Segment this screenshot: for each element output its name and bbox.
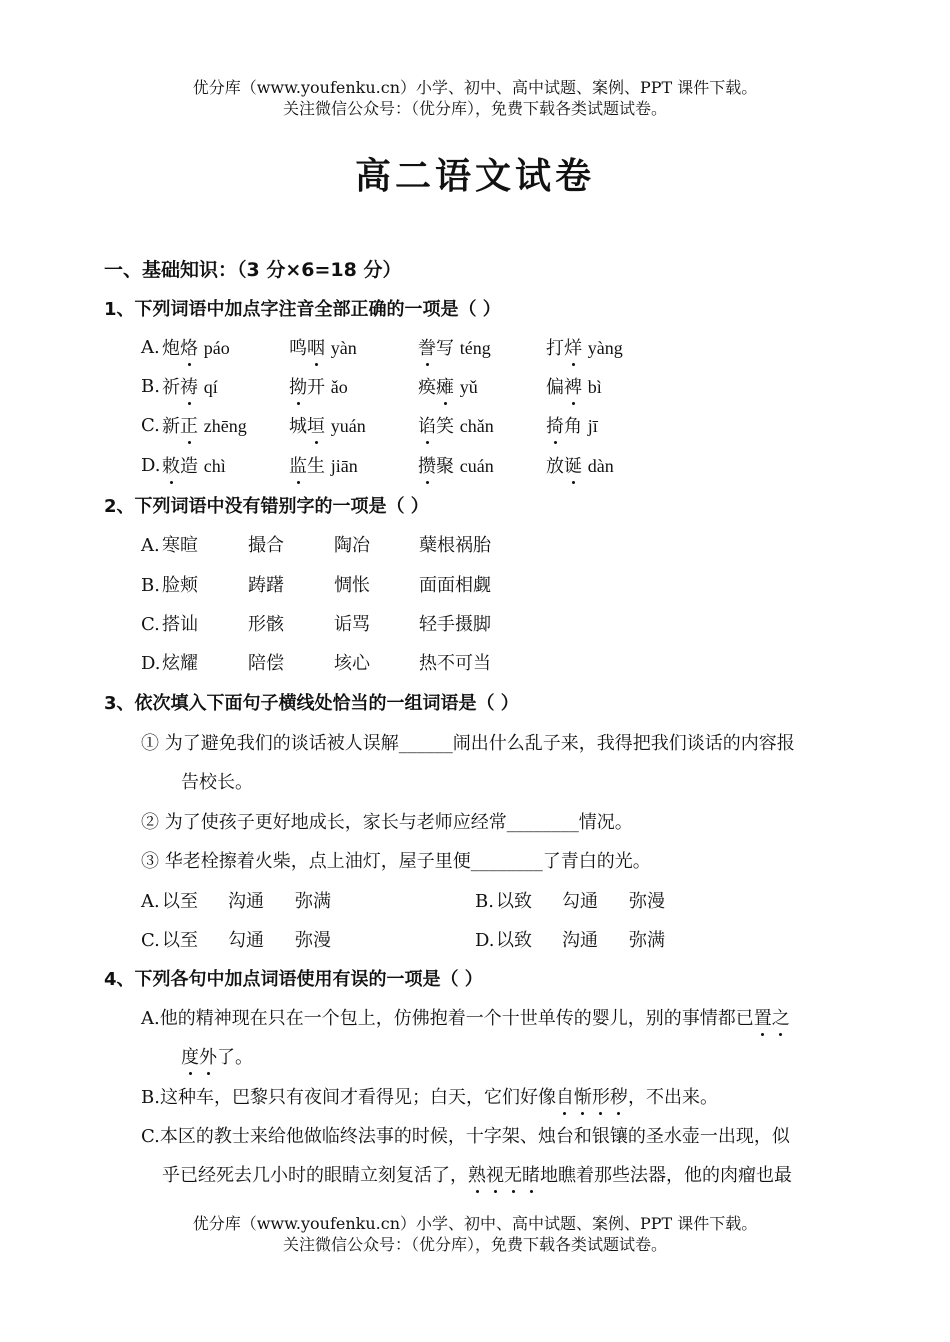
dotted-char: 拗 <box>289 377 307 398</box>
footer-line-2: 关注微信公众号：（优分库），免费下载各类试题试卷。 <box>282 1235 667 1254</box>
option-word: 诟骂 <box>334 614 370 635</box>
pinyin-item <box>418 336 491 361</box>
pinyin-item <box>289 336 357 361</box>
option-a-line-1: A.他的精神现在只在一个包上，仿佛抱着一个十世单传的婴儿，别的事情都已置之 <box>141 1008 790 1029</box>
word-char: 放 <box>546 456 564 477</box>
pinyin-item <box>418 375 478 400</box>
option-word: 陪偿 <box>248 653 284 674</box>
option-word: 弥漫 <box>295 930 331 951</box>
dotted-char: 垣 <box>307 416 325 437</box>
pinyin-item <box>289 414 366 439</box>
pinyin: yuán <box>330 416 366 436</box>
option-label: D. <box>141 455 161 476</box>
pinyin: téng <box>459 338 491 358</box>
sentence-3: ③ 华老栓擦着火柴，点上油灯，屋子里便________了青白的光。 <box>141 851 651 872</box>
option-word: 撮合 <box>248 535 284 556</box>
option-label: B. <box>141 376 160 397</box>
dotted-char: 置 <box>753 1008 772 1029</box>
option-word: 以至 <box>162 930 198 951</box>
dotted-char: 裨 <box>564 377 582 398</box>
dotted-char: 监 <box>289 456 307 477</box>
option-word: 以致 <box>496 891 532 912</box>
option-word: 面面相觑 <box>419 575 491 596</box>
option-word: 垓心 <box>334 653 370 674</box>
option-word: 搭讪 <box>162 614 198 635</box>
dotted-char: 咽 <box>307 338 325 359</box>
option-word: 弥满 <box>629 930 665 951</box>
pinyin: cuán <box>459 456 494 476</box>
option-word: 以致 <box>496 930 532 951</box>
pinyin-item <box>546 454 614 479</box>
pinyin: páo <box>203 338 230 358</box>
header-line-1: 优分库（www.youfenku.cn）小学、初中、高中试题、案例、PPT 课件下载。 <box>192 78 758 97</box>
pinyin: zhēng <box>203 416 247 436</box>
pinyin-item <box>162 414 247 439</box>
header-line-2: 关注微信公众号：（优分库），免费下载各类试题试卷。 <box>282 99 667 118</box>
word-char: 写 <box>436 338 454 359</box>
option-label: C. <box>141 415 160 436</box>
dotted-char: 誊 <box>418 338 436 359</box>
option-word: 沟通 <box>562 930 598 951</box>
section-heading: 一、基础知识：（3 分×6=18 分） <box>104 259 402 281</box>
word-char: 笑 <box>436 416 454 437</box>
dotted-char: 熟 <box>468 1165 486 1186</box>
word-char: 鸣 <box>289 338 307 359</box>
option-label: A. <box>141 535 160 556</box>
option-label: D. <box>141 653 161 674</box>
dotted-char: 无 <box>504 1165 522 1186</box>
option-c-line-1: C.本区的教士来给他做临终法事的时候，十字架、烛台和银镶的圣水壶一出现，似 <box>141 1126 790 1147</box>
option-label: D. <box>475 930 495 951</box>
option-label: C. <box>141 930 160 951</box>
pinyin-item <box>546 336 623 361</box>
pinyin: yǔ <box>459 377 478 397</box>
option-word: 勾通 <box>228 930 264 951</box>
dotted-char: 掎 <box>546 416 564 437</box>
footer-line-1: 优分库（www.youfenku.cn）小学、初中、高中试题、案例、PPT 课件下载。 <box>192 1214 758 1233</box>
word-char: 新 <box>162 416 180 437</box>
question-4-stem: 4、下列各句中加点词语使用有误的一项是（ ） <box>104 969 483 990</box>
dotted-char: 睹 <box>522 1165 540 1186</box>
word-char: 偏 <box>546 377 564 398</box>
word-char: 开 <box>307 377 325 398</box>
option-word: 惆怅 <box>334 575 370 596</box>
dotted-char: 烊 <box>564 338 582 359</box>
pinyin-item <box>289 454 358 479</box>
option-word: 沟通 <box>228 891 264 912</box>
dotted-char: 自 <box>555 1087 574 1108</box>
option-label: C. <box>141 614 160 635</box>
dotted-char: 谄 <box>418 416 436 437</box>
pinyin-item <box>546 414 598 439</box>
dotted-char: 正 <box>180 416 198 437</box>
pinyin-item <box>289 375 348 400</box>
option-word: 轻手摄脚 <box>419 614 491 635</box>
option-word: 勾通 <box>562 891 598 912</box>
option-b: B.这种车，巴黎只有夜间才看得见；白天，它们好像自惭形秽，不出来。 <box>141 1087 718 1108</box>
word-char: 痪 <box>418 377 436 398</box>
word-char: 角 <box>564 416 582 437</box>
option-word: 踌躇 <box>248 575 284 596</box>
dotted-char: 秽 <box>609 1087 628 1108</box>
dotted-char: 度 <box>181 1047 199 1068</box>
pinyin: chǎn <box>459 416 494 436</box>
dotted-char: 外 <box>199 1047 217 1068</box>
pinyin: dàn <box>587 456 614 476</box>
option-label: A. <box>141 337 160 358</box>
word-char: 聚 <box>436 456 454 477</box>
pinyin-item <box>162 454 226 479</box>
dotted-char: 形 <box>591 1087 610 1108</box>
pinyin-item <box>418 454 494 479</box>
dotted-char: 攒 <box>418 456 436 477</box>
dotted-char: 烙 <box>180 338 198 359</box>
option-word: 弥漫 <box>629 891 665 912</box>
page-title: 高二语文试卷 <box>354 155 595 197</box>
word-char: 炮 <box>162 338 180 359</box>
option-word: 脸颊 <box>162 575 198 596</box>
sentence-1-line-2: 告校长。 <box>181 772 253 793</box>
pinyin: qí <box>203 377 218 397</box>
dotted-phrase <box>181 1047 217 1068</box>
pinyin: jiān <box>330 456 358 476</box>
dotted-char: 之 <box>771 1008 790 1029</box>
pinyin: yàn <box>330 338 357 358</box>
pinyin: ǎo <box>330 377 348 397</box>
option-word: 炫耀 <box>162 653 198 674</box>
word-char: 造 <box>180 456 198 477</box>
sentence-2: ② 为了使孩子更好地成长，家长与老师应经常________情况。 <box>141 812 633 833</box>
pinyin: yàng <box>587 338 623 358</box>
dotted-phrase <box>468 1165 540 1186</box>
option-word: 形骸 <box>248 614 284 635</box>
option-word: 弥满 <box>295 891 331 912</box>
dotted-char: 惭 <box>573 1087 592 1108</box>
option-label: B. <box>475 891 494 912</box>
dotted-char: 诞 <box>564 456 582 477</box>
option-word: 蘖根祸胎 <box>419 535 491 556</box>
pinyin: chì <box>203 456 226 476</box>
question-1-stem: 1、下列词语中加点字注音全部正确的一项是（ ） <box>104 299 501 320</box>
pinyin: jī <box>587 416 598 436</box>
option-label: A. <box>141 891 160 912</box>
word-char: 打 <box>546 338 564 359</box>
pinyin-item <box>418 414 494 439</box>
word-char: 祈 <box>162 377 180 398</box>
option-label: B. <box>141 575 160 596</box>
option-c-line-2: 乎已经死去几小时的眼睛立刻复活了，熟视无睹地瞧着那些法器，他的肉瘤也最 <box>162 1165 792 1186</box>
dotted-char: 瘫 <box>436 377 454 398</box>
pinyin: bì <box>587 377 602 397</box>
word-char: 城 <box>289 416 307 437</box>
question-3-stem: 3、依次填入下面句子横线处恰当的一组词语是（ ） <box>104 693 519 714</box>
dotted-char: 敕 <box>162 456 180 477</box>
option-word: 寒暄 <box>162 535 198 556</box>
question-2-stem: 2、下列词语中没有错别字的一项是（ ） <box>104 496 429 517</box>
pinyin-item <box>162 375 218 400</box>
pinyin-item <box>162 336 230 361</box>
dotted-char: 视 <box>486 1165 504 1186</box>
dotted-phrase <box>556 1087 628 1108</box>
sentence-1-line-1: ① 为了避免我们的谈话被人误解______闹出什么乱子来，我得把我们谈话的内容报 <box>141 733 795 754</box>
option-word: 热不可当 <box>419 653 491 674</box>
option-word: 陶冶 <box>334 535 370 556</box>
option-a-line-2: 度外了。 <box>181 1047 253 1068</box>
pinyin-item <box>546 375 602 400</box>
dotted-char: 祷 <box>180 377 198 398</box>
dotted-phrase <box>754 1008 790 1029</box>
option-word: 以至 <box>162 891 198 912</box>
word-char: 生 <box>307 456 325 477</box>
